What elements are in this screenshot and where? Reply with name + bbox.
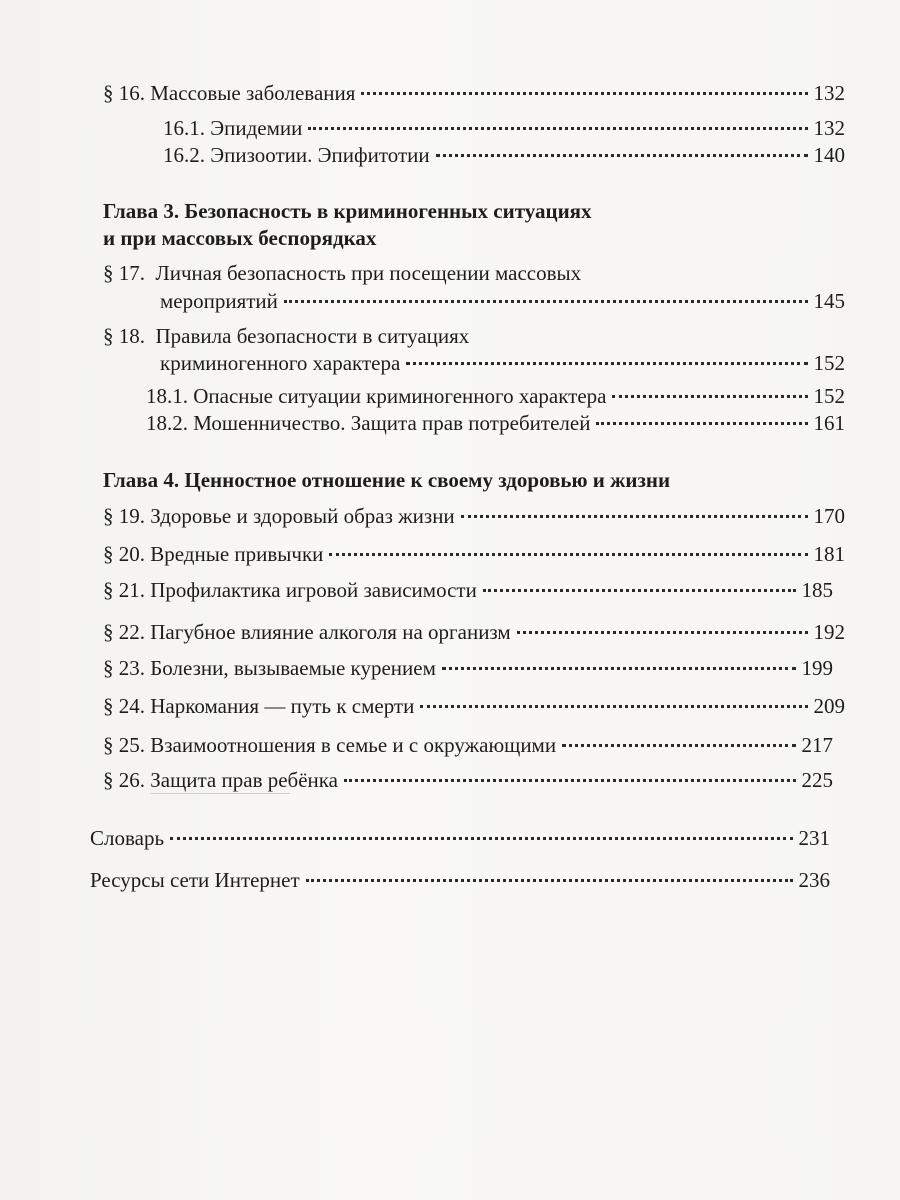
page-number: 192	[813, 620, 845, 644]
toc-entry-21[interactable]	[103, 577, 833, 603]
leader-dots	[596, 422, 807, 425]
section-number: § 26.	[103, 768, 145, 792]
toc-entry-19[interactable]	[103, 503, 845, 529]
section-number: § 23.	[103, 656, 145, 680]
leader-dots	[483, 589, 796, 592]
section-title: Взаимоотношения в семье и с окружающими	[150, 733, 557, 757]
toc-entry-18-line-1[interactable]	[103, 323, 469, 349]
section-number: § 24.	[103, 694, 145, 718]
section-number: § 25.	[103, 733, 145, 757]
section-title-part-1: Правила безопасности в ситуациях	[155, 324, 470, 348]
section-title-part-1: Личная безопасность при посещении массовых	[155, 261, 582, 285]
leader-dots	[306, 879, 793, 882]
page-number: 199	[801, 656, 833, 680]
section-number: § 16.	[103, 81, 145, 105]
section-title: Вредные привычки	[150, 542, 324, 566]
page-number: 132	[813, 116, 845, 140]
page-number: 236	[798, 868, 830, 892]
section-title: Защита прав ребёнка	[150, 768, 338, 792]
subsection-title: 18.2. Мошенничество. Защита прав потребителей	[146, 411, 591, 435]
section-title: Болезни, вызываемые курением	[150, 656, 436, 680]
page-number: 181	[813, 542, 845, 566]
subsection-title: 16.2. Эпизоотии. Эпифитотии	[163, 143, 430, 167]
section-title: Здоровье и здоровый образ жизни	[150, 504, 455, 528]
section-number: § 17.	[103, 261, 145, 285]
subsection-title: 18.1. Опасные ситуации криминогенного характера	[146, 384, 607, 408]
page-number: 231	[798, 826, 830, 850]
toc-entry-18-line-2[interactable]	[160, 350, 845, 376]
toc-entry-18-1[interactable]	[146, 383, 845, 409]
section-title: Наркомания — путь к смерти	[150, 694, 415, 718]
leader-dots	[461, 515, 808, 518]
page-number: 170	[813, 504, 845, 528]
page-number: 209	[813, 694, 845, 718]
leader-dots	[406, 362, 807, 365]
toc-entry-18-2[interactable]	[146, 410, 845, 436]
divider-line	[150, 793, 290, 794]
leader-dots	[284, 300, 808, 303]
toc-entry-22[interactable]	[103, 619, 845, 645]
leader-dots	[170, 837, 792, 840]
leader-dots	[562, 744, 795, 747]
toc-entry-17-line-1[interactable]	[103, 260, 581, 286]
chapter-3-title-line-1: Глава 3. Безопасность в криминогенных ситуациях	[103, 199, 592, 223]
leader-dots	[329, 553, 807, 556]
toc-entry-16[interactable]	[103, 80, 845, 106]
page-number: 217	[801, 733, 833, 757]
toc-entry-internet-resources[interactable]	[90, 867, 830, 893]
toc-entry-16-2[interactable]	[163, 142, 845, 168]
section-title-part-2: криминогенного характера	[160, 351, 401, 375]
leader-dots	[361, 92, 807, 95]
page-number: 185	[801, 578, 833, 602]
leader-dots	[344, 779, 796, 782]
section-title: Профилактика игровой зависимости	[150, 578, 477, 602]
page-number: 145	[813, 289, 845, 313]
section-number: § 21.	[103, 578, 145, 602]
section-number: § 22.	[103, 620, 145, 644]
toc-entry-24[interactable]	[103, 693, 845, 719]
page-number: 152	[813, 384, 845, 408]
internet-resources-title: Ресурсы сети Интернет	[90, 868, 300, 892]
subsection-title: 16.1. Эпидемии	[163, 116, 303, 140]
leader-dots	[442, 667, 796, 670]
page-number: 225	[801, 768, 833, 792]
toc-entry-20[interactable]	[103, 541, 845, 567]
chapter-4-title: Глава 4. Ценностное отношение к своему здоровью и жизни	[103, 468, 671, 492]
toc-entry-25[interactable]	[103, 732, 833, 758]
toc-entry-glossary[interactable]	[90, 825, 830, 851]
section-number: § 19.	[103, 504, 145, 528]
section-title-part-2: мероприятий	[160, 289, 278, 313]
toc-entry-26[interactable]	[103, 767, 833, 793]
section-number: § 20.	[103, 542, 145, 566]
chapter-3-title-line-2: и при массовых беспорядках	[103, 226, 377, 250]
leader-dots	[436, 154, 808, 157]
section-title: Пагубное влияние алкоголя на организм	[150, 620, 511, 644]
page-number: 161	[813, 411, 845, 435]
page-number: 140	[813, 143, 845, 167]
section-title: Массовые заболевания	[150, 81, 356, 105]
leader-dots	[612, 395, 807, 398]
section-number: § 18.	[103, 324, 145, 348]
page-number: 152	[813, 351, 845, 375]
toc-entry-16-1[interactable]	[163, 115, 845, 141]
leader-dots	[308, 127, 807, 130]
leader-dots	[420, 705, 807, 708]
glossary-title: Словарь	[90, 826, 165, 850]
page-number: 132	[813, 81, 845, 105]
toc-entry-17-line-2[interactable]	[160, 288, 845, 314]
toc-entry-23[interactable]	[103, 655, 833, 681]
leader-dots	[517, 631, 808, 634]
